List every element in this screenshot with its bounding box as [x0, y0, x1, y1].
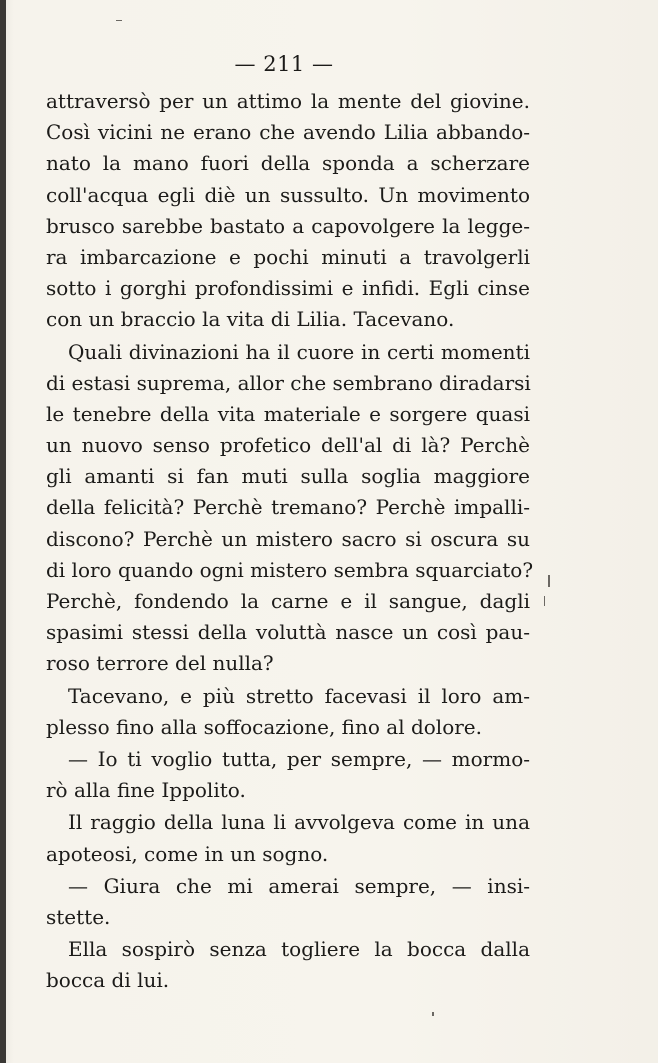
- text-line: sotto i gorghi profondissimi e infidi. Egli cinse: [46, 276, 530, 301]
- text-line: di loro quando ogni mistero sembra squarciato?: [46, 557, 534, 582]
- text-line: brusco sarebbe bastato a capovolgere la legge-: [46, 213, 530, 238]
- text-line: — Io ti voglio tutta, per sempre, — mormo-: [68, 746, 530, 771]
- text-line: apoteosi, come in un sogno.: [46, 841, 329, 866]
- text-line: un nuovo senso profetico dell'al di là? Perchè: [46, 433, 530, 458]
- text-line: della felicità? Perchè tremano? Perchè impalli-: [46, 495, 530, 520]
- text-line: con un braccio la vita di Lilia. Tacevano.: [46, 307, 455, 332]
- text-line: ra imbarcazione e pochi minuti a travolgerli: [46, 244, 530, 269]
- page-number: — 211 —: [234, 52, 334, 76]
- margin-speck: [548, 575, 550, 587]
- text-line: Perchè, fondendo la carne e il sangue, dagli: [46, 589, 530, 613]
- text-line: Ella sospirò senza togliere la bocca dalla: [68, 937, 530, 962]
- text-line: — Giura che mi amerai sempre, — insi-: [68, 873, 530, 898]
- text-line: attraversò per un attimo la mente del giovine.: [46, 89, 530, 113]
- text-line: rò alla fine Ippolito.: [46, 778, 246, 803]
- text-line: Tacevano, e più stretto facevasi il loro am-: [68, 683, 530, 708]
- text-line: spasimi stessi della voluttà nasce un così pau-: [46, 620, 530, 645]
- page-text: [46, 86, 534, 996]
- text-line: le tenebre della vita materiale e sorgere quasi: [46, 401, 530, 426]
- text-line: Quali divinazioni ha il cuore in certi momenti: [68, 339, 530, 364]
- text-line: plesso fino alla soffocazione, fino al dolore.: [46, 714, 482, 739]
- text-line: gli amanti si fan muti sulla soglia maggiore: [46, 464, 530, 489]
- margin-speck: [432, 1012, 434, 1016]
- text-line: Così vicini ne erano che avendo Lilia abbando-: [46, 120, 530, 145]
- text-line: roso terrore del nulla?: [46, 651, 274, 676]
- margin-speck: [116, 20, 122, 21]
- text-line: coll'acqua egli diè un sussulto. Un movimento: [46, 182, 530, 207]
- text-line: discono? Perchè un mistero sacro si oscura su: [46, 526, 530, 551]
- text-line: nato la mano fuori della sponda a scherzare: [46, 151, 530, 176]
- text-line: Il raggio della luna li avvolgeva come in una: [68, 810, 530, 835]
- margin-speck: [544, 596, 545, 606]
- text-line: stette.: [46, 904, 111, 929]
- text-line: di estasi suprema, allor che sembrano diradarsi: [46, 370, 531, 395]
- text-line: bocca di lui.: [46, 968, 170, 993]
- book-spine-edge: [0, 0, 6, 1063]
